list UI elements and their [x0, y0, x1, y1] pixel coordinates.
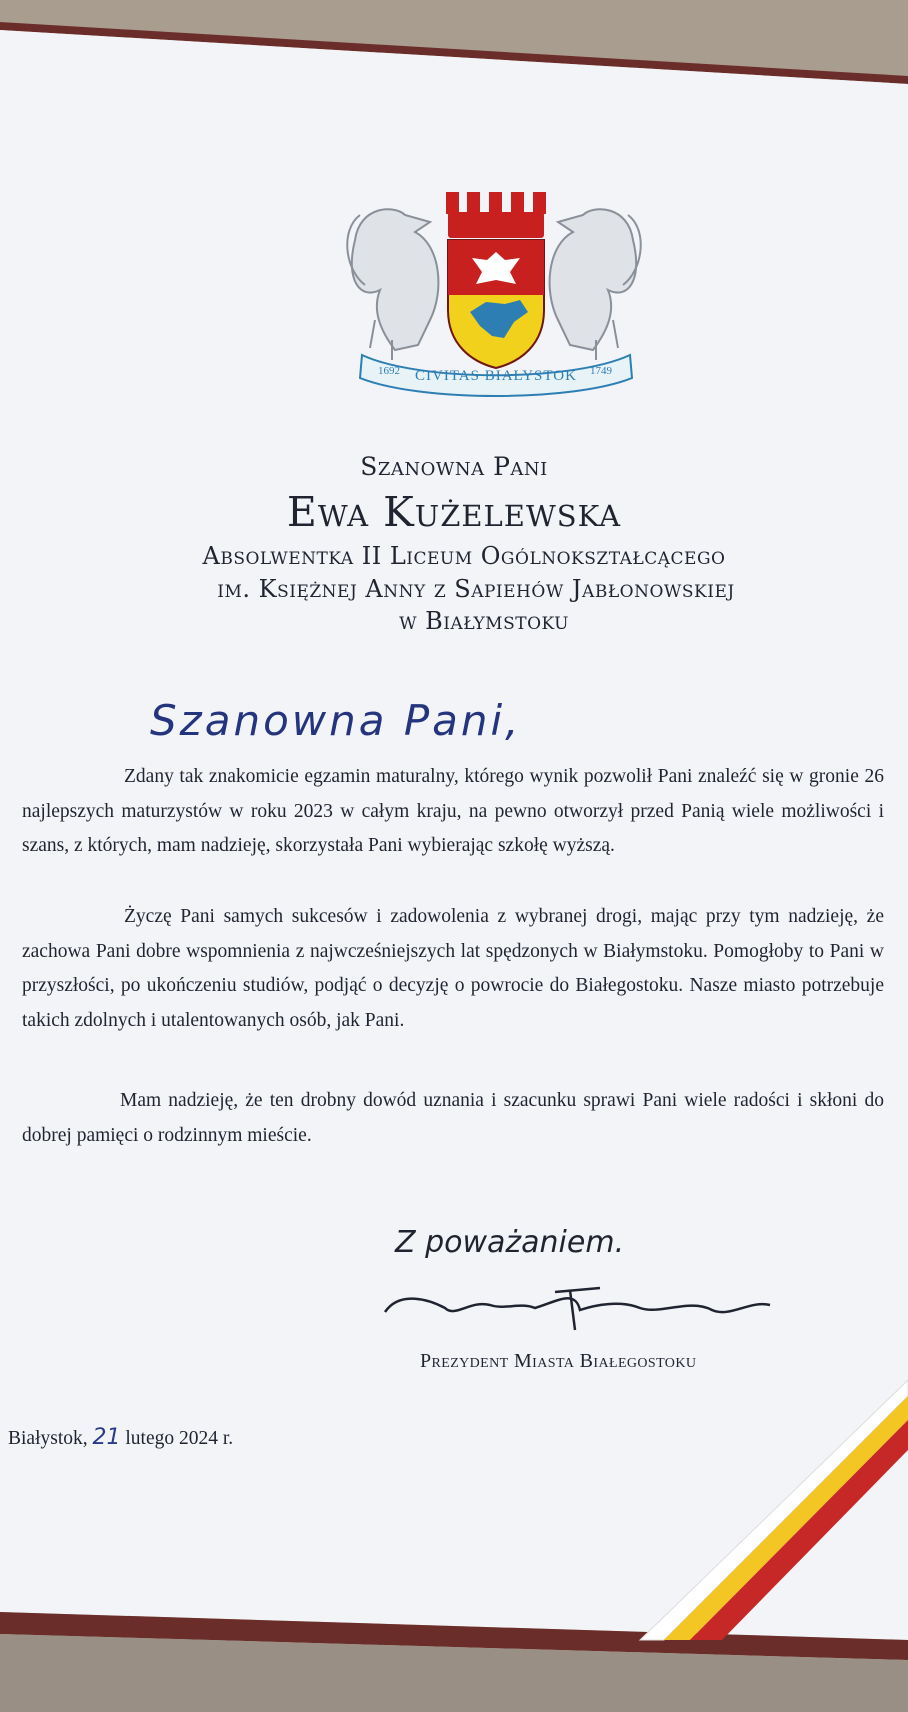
letter-paragraph-2: Życzę Pani samych sukcesów i zadowolenia z wybranej drogi, mając przy tym nadzieję, że zachowa Pani dobre wspomnienia z najwcześniejszych lat spędzonych w Białymstoku. Pomogłoby to Pani w przyszłości, po ukończeniu studiów, podjąć o decyzję o powrocie do Białegostoku. Nasze miasto potrzebuje takich zdolnych i utalentowanych osób, jak Pani. [22, 906, 884, 1031]
greeting-heading: Szanowna Pani [360, 452, 548, 481]
affiliation-line-3: w Białymstoku [399, 607, 569, 635]
crest-year-left: 1692 [378, 365, 400, 377]
date-day: 21 [92, 1425, 121, 1450]
date-line [8, 1425, 328, 1450]
date-rest: lutego 2024 r. [125, 1428, 234, 1449]
date-place: Białystok, [8, 1428, 88, 1449]
city-crest [347, 192, 640, 396]
letter-paragraph-1: Zdany tak znakomicie egzamin maturalny, którego wynik pozwolił Pani znaleźć się w gronie 26 najlepszych maturzystów w roku 2023 w całym kraju, na pewno otworzył przed Panią wiele możliwości i szans, z których, mam nadzieję, skorzystała Pani wybierając szkołę wyższą. [22, 766, 884, 856]
recipient-name: Ewa Kużelewska [286, 488, 622, 536]
crest-banner-text: CIVITAS BIALYSTOK [415, 368, 577, 384]
signatory-title: Prezydent Miasta Białegostoku [420, 1350, 697, 1372]
affiliation-line-2: im. Księżnej Anny z Sapiehów Jabłonowskiej [217, 575, 735, 603]
shield-icon [448, 240, 544, 368]
letter-paragraph-3: Mam nadzieję, że ten drobny dowód uznania i szacunku sprawi Pani wiele radości i skłoni do dobrej pamięci o rodzinnym mieście. [22, 1090, 884, 1146]
crest-year-right: 1749 [590, 365, 612, 377]
handwritten-closing: Z poważaniem. [395, 1225, 625, 1260]
affiliation-line-1: Absolwentka II Liceum Ogólnokształcącego [202, 542, 726, 570]
handwritten-salutation: Szanowna Pani, [150, 696, 522, 745]
